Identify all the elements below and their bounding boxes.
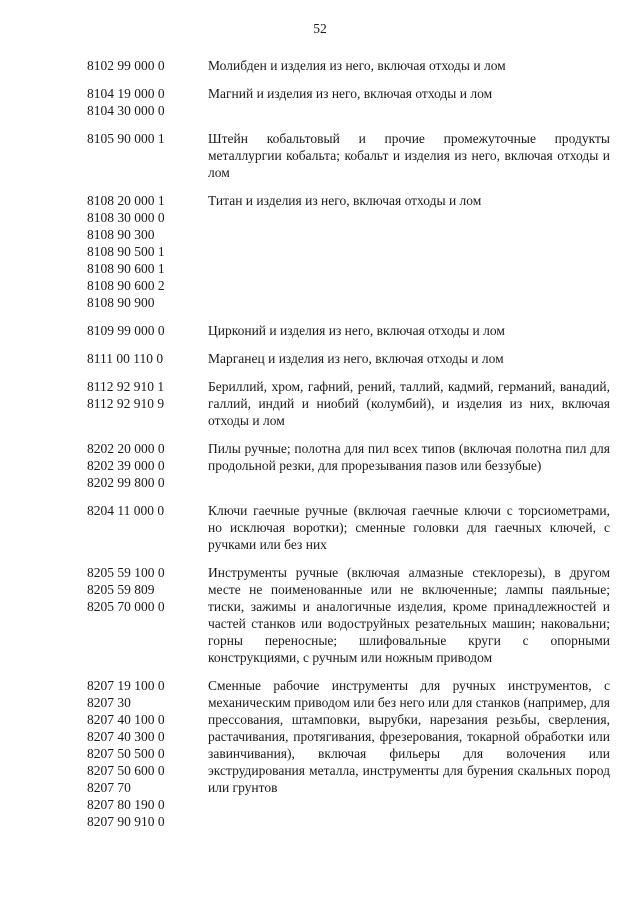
commodity-code: 8205 59 809	[87, 582, 155, 597]
table-row	[87, 502, 610, 553]
commodity-code: 8112 92 910 1	[87, 379, 165, 394]
table-row	[87, 350, 610, 367]
commodity-code: 8104 19 000 0	[87, 86, 165, 101]
commodity-code: 8105 90 000 1	[87, 131, 165, 146]
code-column	[87, 85, 208, 119]
commodity-code: 8108 90 300	[87, 227, 155, 242]
commodity-description: Пилы ручные; полотна для пил всех типов (включая полотна пил для продольной резки, для прорезывания пазов или беззубые)	[208, 441, 610, 473]
commodity-description: Ключи гаечные ручные (включая гаечные ключи с торсиометрами, но исключая воротки); сменные головки для гаечных ключей, с ручками или без них	[208, 503, 610, 552]
commodity-code: 8108 30 000 0	[87, 210, 165, 225]
commodity-code: 8108 20 000 1	[87, 193, 165, 208]
commodity-code: 8207 19 100 0	[87, 678, 165, 693]
commodity-code: 8207 30	[87, 695, 131, 710]
code-column	[87, 57, 208, 74]
commodity-code: 8108 90 500 1	[87, 244, 165, 259]
commodity-description: Бериллий, хром, гафний, рений, таллий, кадмий, германий, ванадий, галлий, индий и ниобий (колумбий), и изделия из них, включая отходы и лом	[208, 379, 610, 428]
table-row	[87, 57, 610, 74]
page-number: 52	[313, 21, 327, 36]
commodity-code: 8207 40 300 0	[87, 729, 165, 744]
commodity-description: Инструменты ручные (включая алмазные стеклорезы), в другом месте не поименованные или не включенные; лампы паяльные; тиски, зажимы и аналогичные изделия, кроме принадлежностей и частей станков или водоструйных резательных машин; наковальни; горны переносные; шлифовальные круги с опорными конструкциями, с ручным или ножным приводом	[208, 565, 610, 665]
commodity-code: 8207 50 500 0	[87, 746, 165, 761]
code-column	[87, 564, 208, 666]
commodity-code: 8102 99 000 0	[87, 58, 165, 73]
commodity-code: 8204 11 000 0	[87, 503, 165, 518]
commodity-code: 8205 70 000 0	[87, 599, 165, 614]
table-row	[87, 677, 610, 830]
code-column	[87, 677, 208, 830]
commodity-code: 8111 00 110 0	[87, 351, 164, 366]
commodity-code: 8207 50 600 0	[87, 763, 165, 778]
commodity-code: 8207 80 190 0	[87, 797, 165, 812]
commodity-description: Молибден и изделия из него, включая отходы и лом	[208, 58, 506, 73]
table-row	[87, 322, 610, 339]
code-column	[87, 130, 208, 181]
code-column	[87, 378, 208, 429]
code-column	[87, 350, 208, 367]
commodity-code: 8202 39 000 0	[87, 458, 165, 473]
commodity-code: 8104 30 000 0	[87, 103, 165, 118]
commodity-code: 8207 40 100 0	[87, 712, 165, 727]
commodity-code: 8108 90 600 2	[87, 278, 165, 293]
commodity-code: 8207 70	[87, 780, 131, 795]
commodity-code: 8108 90 900	[87, 295, 155, 310]
table-row	[87, 85, 610, 119]
table-row	[87, 192, 610, 311]
table-row	[87, 378, 610, 429]
table-row	[87, 130, 610, 181]
commodity-code: 8112 92 910 9	[87, 396, 165, 411]
code-column	[87, 322, 208, 339]
code-column	[87, 440, 208, 491]
table-row	[87, 440, 610, 491]
commodity-description: Сменные рабочие инструменты для ручных инструментов, с механическим приводом или без него или для станков (например, для прессования, штамповки, вырубки, нарезания резьбы, сверления, растачивания, протягивания, фрезерования, токарной обработки или завинчивания), включая фильеры для волочения или экструдирования металла, инструменты для бурения скальных пород или грунтов	[208, 678, 610, 795]
commodity-description: Титан и изделия из него, включая отходы и лом	[208, 193, 482, 208]
commodity-description: Марганец и изделия из него, включая отходы и лом	[208, 351, 504, 366]
commodity-code: 8108 90 600 1	[87, 261, 165, 276]
commodity-code: 8202 20 000 0	[87, 441, 165, 456]
commodity-code: 8109 99 000 0	[87, 323, 165, 338]
tariff-table	[87, 57, 610, 841]
code-column	[87, 192, 208, 311]
commodity-description: Магний и изделия из него, включая отходы и лом	[208, 86, 493, 101]
commodity-code: 8205 59 100 0	[87, 565, 165, 580]
commodity-description: Цирконий и изделия из него, включая отходы и лом	[208, 323, 505, 338]
commodity-description: Штейн кобальтовый и прочие промежуточные продукты металлургии кобальта; кобальт и изделия из него, включая отходы и лом	[208, 131, 610, 180]
commodity-code: 8202 99 800 0	[87, 475, 165, 490]
code-column	[87, 502, 208, 553]
commodity-code: 8207 90 910 0	[87, 814, 165, 829]
table-row	[87, 564, 610, 666]
